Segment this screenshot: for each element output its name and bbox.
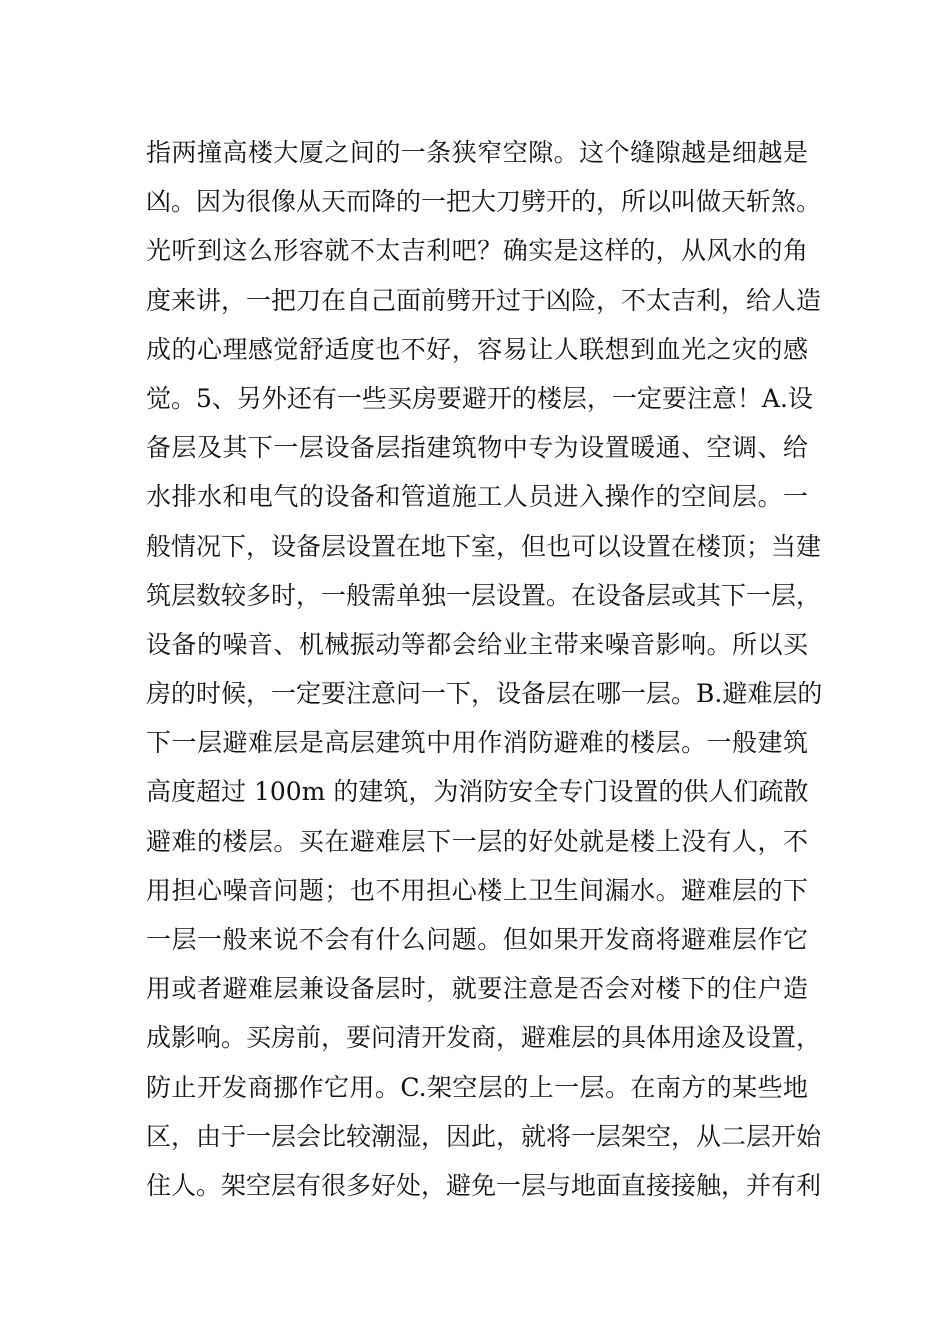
text-line: 房的时候，一定要注意问一下，设备层在哪一层。B.避难层的 xyxy=(146,679,823,709)
text-line: 般情况下，设备层设置在地下室，但也可以设置在楼顶；当建 xyxy=(146,531,822,561)
text-line: 防止开发商挪作它用。C.架空层的上一层。在南方的某些地 xyxy=(146,1072,808,1102)
text-line: 度来讲，一把刀在自己面前劈开过于凶险，不太吉利，给人造 xyxy=(146,285,822,315)
text-line: 筑层数较多时，一般需单独一层设置。在设备层或其下一层， xyxy=(146,580,822,610)
text-line: 设备的噪音、机械振动等都会给业主带来噪音影响。所以买 xyxy=(146,629,808,659)
text-line: 用或者避难层兼设备层时，就要注意是否会对楼下的住户造 xyxy=(146,974,808,1004)
text-line: 光听到这么形容就不太吉利吧？确实是这样的，从风水的角 xyxy=(146,236,808,266)
text-line: 凶。因为很像从天而降的一把大刀劈开的，所以叫做天斩煞。 xyxy=(146,187,822,217)
text-line: 下一层避难层是高层建筑中用作消防避难的楼层。一般建筑 xyxy=(146,728,808,758)
text-line: 觉。5、另外还有一些买房要避开的楼层，一定要注意！A.设 xyxy=(146,383,813,413)
text-line: 高度超过 100m 的建筑，为消防安全专门设置的供人们疏散 xyxy=(146,777,809,807)
text-line: 备层及其下一层设备层指建筑物中专为设置暖通、空调、给 xyxy=(146,433,808,463)
text-line: 成影响。买房前，要问清开发商，避难层的具体用途及设置， xyxy=(146,1023,822,1053)
text-line: 用担心噪音问题；也不用担心楼上卫生间漏水。避难层的下 xyxy=(146,875,808,905)
body-paragraph xyxy=(146,128,823,1210)
text-line: 避难的楼层。买在避难层下一层的好处就是楼上没有人，不 xyxy=(146,826,808,856)
text-line: 区，由于一层会比较潮湿，因此，就将一层架空，从二层开始 xyxy=(146,1121,822,1151)
text-line: 成的心理感觉舒适度也不好，容易让人联想到血光之灾的感 xyxy=(146,334,808,364)
text-line: 住人。架空层有很多好处，避免一层与地面直接接触，并有利 xyxy=(146,1170,822,1200)
text-line: 一层一般来说不会有什么问题。但如果开发商将避难层作它 xyxy=(146,925,808,954)
text-line: 指两撞高楼大厦之间的一条狭窄空隙。这个缝隙越是细越是 xyxy=(146,138,808,167)
text-line: 水排水和电气的设备和管道施工人员进入操作的空间层。一 xyxy=(146,482,808,512)
